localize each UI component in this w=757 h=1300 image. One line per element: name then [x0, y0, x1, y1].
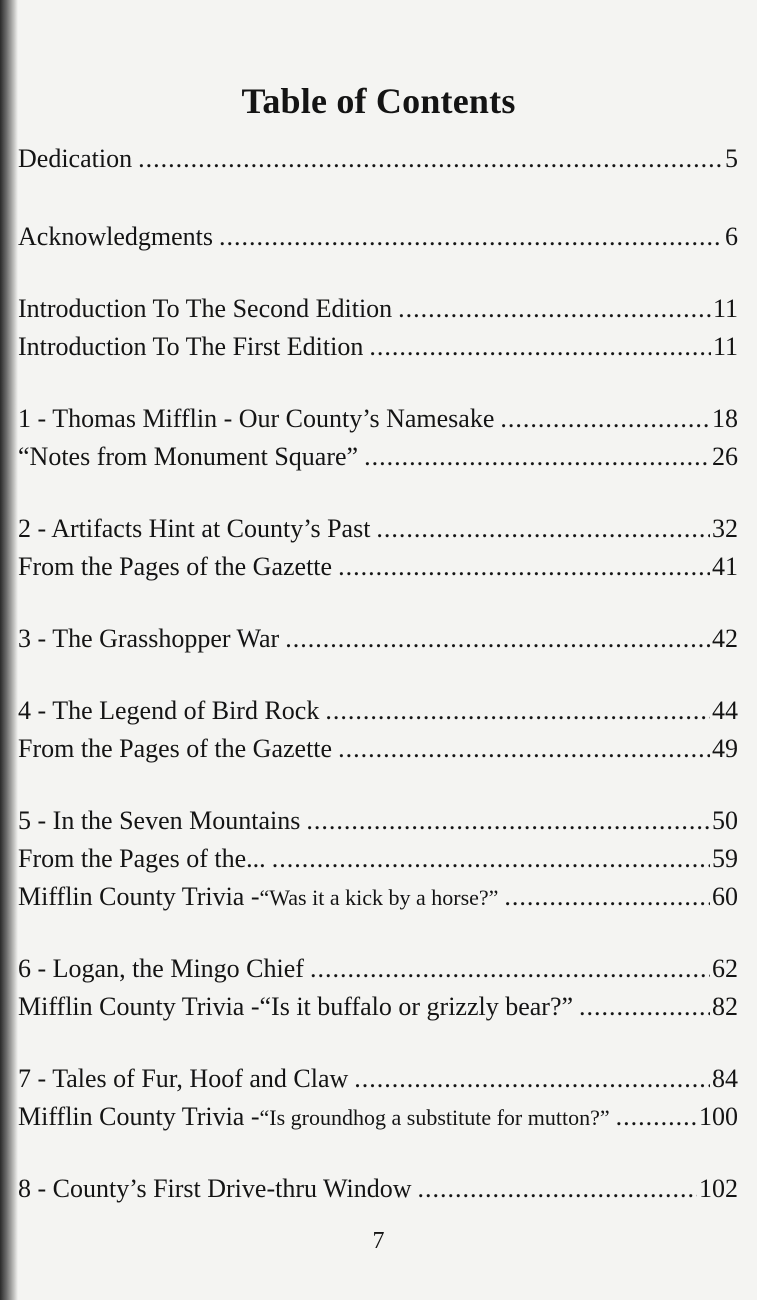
dot-leader — [354, 1060, 710, 1098]
page-title: Table of Contents — [241, 81, 516, 122]
dot-leader — [364, 438, 710, 476]
entry-title: 7 - Tales of Fur, Hoof and Claw — [18, 1064, 349, 1093]
toc-group — [18, 510, 738, 586]
dot-leader — [500, 400, 710, 438]
toc-list — [18, 140, 738, 1242]
entry-page-number: 49 — [712, 734, 738, 763]
toc-group — [18, 1060, 738, 1136]
entry-title: 6 - Logan, the Mingo Chief — [18, 954, 304, 983]
toc-group — [18, 400, 738, 476]
entry-page-number: 6 — [725, 222, 738, 251]
entry-page-number: 50 — [712, 806, 738, 835]
dot-leader — [338, 548, 710, 586]
toc-group — [18, 290, 738, 366]
entry-title: Introduction To The Second Edition — [18, 294, 393, 323]
toc-entry — [18, 140, 738, 178]
entry-page-number: 11 — [712, 294, 738, 323]
entry-page-number: 26 — [712, 442, 738, 471]
page-number: 7 — [372, 1228, 385, 1254]
toc-entry — [18, 438, 738, 476]
toc-entry — [18, 692, 738, 730]
dot-leader — [219, 218, 723, 256]
entry-page-number: 82 — [712, 992, 738, 1021]
entry-title: Mifflin County Trivia -“Is it buffalo or grizzly bear?” — [18, 992, 574, 1021]
entry-page-number: 42 — [712, 624, 738, 653]
entry-title: Mifflin County Trivia - — [18, 1102, 260, 1131]
entry-page-number: 59 — [712, 844, 738, 873]
entry-title: Introduction To The First Edition — [18, 332, 364, 361]
dot-leader — [418, 1170, 697, 1208]
dot-leader — [579, 988, 710, 1026]
toc-entry — [18, 988, 738, 1026]
entry-page-number: 11 — [712, 332, 738, 361]
entry-title: From the Pages of the Gazette — [18, 734, 333, 763]
dot-leader — [310, 950, 710, 988]
toc-entry — [18, 1098, 738, 1136]
binding-shadow — [0, 0, 18, 1300]
entry-page-number: 102 — [699, 1174, 738, 1203]
entry-page-number: 100 — [699, 1102, 738, 1131]
toc-entry — [18, 620, 738, 658]
entry-page-number: 62 — [712, 954, 738, 983]
dot-leader — [504, 878, 710, 916]
entry-page-number: 44 — [712, 696, 738, 725]
toc-entry — [18, 548, 738, 586]
entry-title: Dedication — [18, 144, 133, 173]
toc-entry — [18, 802, 738, 840]
entry-title: From the Pages of the... — [18, 844, 266, 873]
dot-leader — [138, 140, 723, 178]
dot-leader — [398, 290, 711, 328]
entry-title: 4 - The Legend of Bird Rock — [18, 696, 320, 725]
entry-page-number: 60 — [712, 882, 738, 911]
entry-title: Mifflin County Trivia - — [18, 882, 260, 911]
entry-title: 1 - Thomas Mifflin - Our County’s Namesake — [18, 404, 495, 433]
dot-leader — [376, 510, 710, 548]
entry-title: 5 - In the Seven Mountains — [18, 806, 301, 835]
dot-leader — [306, 802, 710, 840]
dot-leader — [272, 840, 710, 878]
entry-title: From the Pages of the Gazette — [18, 552, 333, 581]
entry-page-number: 32 — [712, 514, 738, 543]
dot-leader — [338, 730, 710, 768]
toc-group — [18, 692, 738, 768]
dot-leader — [369, 328, 711, 366]
entry-title: 2 - Artifacts Hint at County’s Past — [18, 514, 371, 543]
entry-subtitle: “Was it a kick by a horse?” — [259, 885, 499, 910]
entry-page-number: 18 — [712, 404, 738, 433]
entry-page-number: 5 — [725, 144, 738, 173]
toc-entry — [18, 1170, 738, 1208]
entry-title: Acknowledgments — [18, 222, 213, 251]
toc-group — [18, 802, 738, 916]
entry-title: 3 - The Grasshopper War — [18, 624, 280, 653]
toc-entry — [18, 290, 738, 328]
entry-title: 8 - County’s First Drive-thru Window — [18, 1174, 412, 1203]
toc-entry — [18, 730, 738, 768]
toc-entry — [18, 950, 738, 988]
toc-group — [18, 620, 738, 658]
dot-leader — [285, 620, 710, 658]
entry-subtitle: “Is groundhog a substitute for mutton?” — [259, 1105, 610, 1130]
toc-group — [18, 1170, 738, 1208]
toc-entry — [18, 840, 738, 878]
dot-leader — [325, 692, 710, 730]
toc-entry — [18, 1060, 738, 1098]
entry-page-number: 41 — [712, 552, 738, 581]
entry-page-number: 84 — [712, 1064, 738, 1093]
toc-entry — [18, 328, 738, 366]
toc-entry — [18, 218, 738, 256]
dot-leader — [616, 1098, 697, 1136]
toc-group — [18, 140, 738, 178]
entry-title: “Notes from Monument Square” — [18, 442, 359, 471]
toc-entry — [18, 510, 738, 548]
toc-group — [18, 950, 738, 1026]
toc-group — [18, 218, 738, 256]
toc-entry — [18, 400, 738, 438]
toc-entry — [18, 878, 738, 916]
